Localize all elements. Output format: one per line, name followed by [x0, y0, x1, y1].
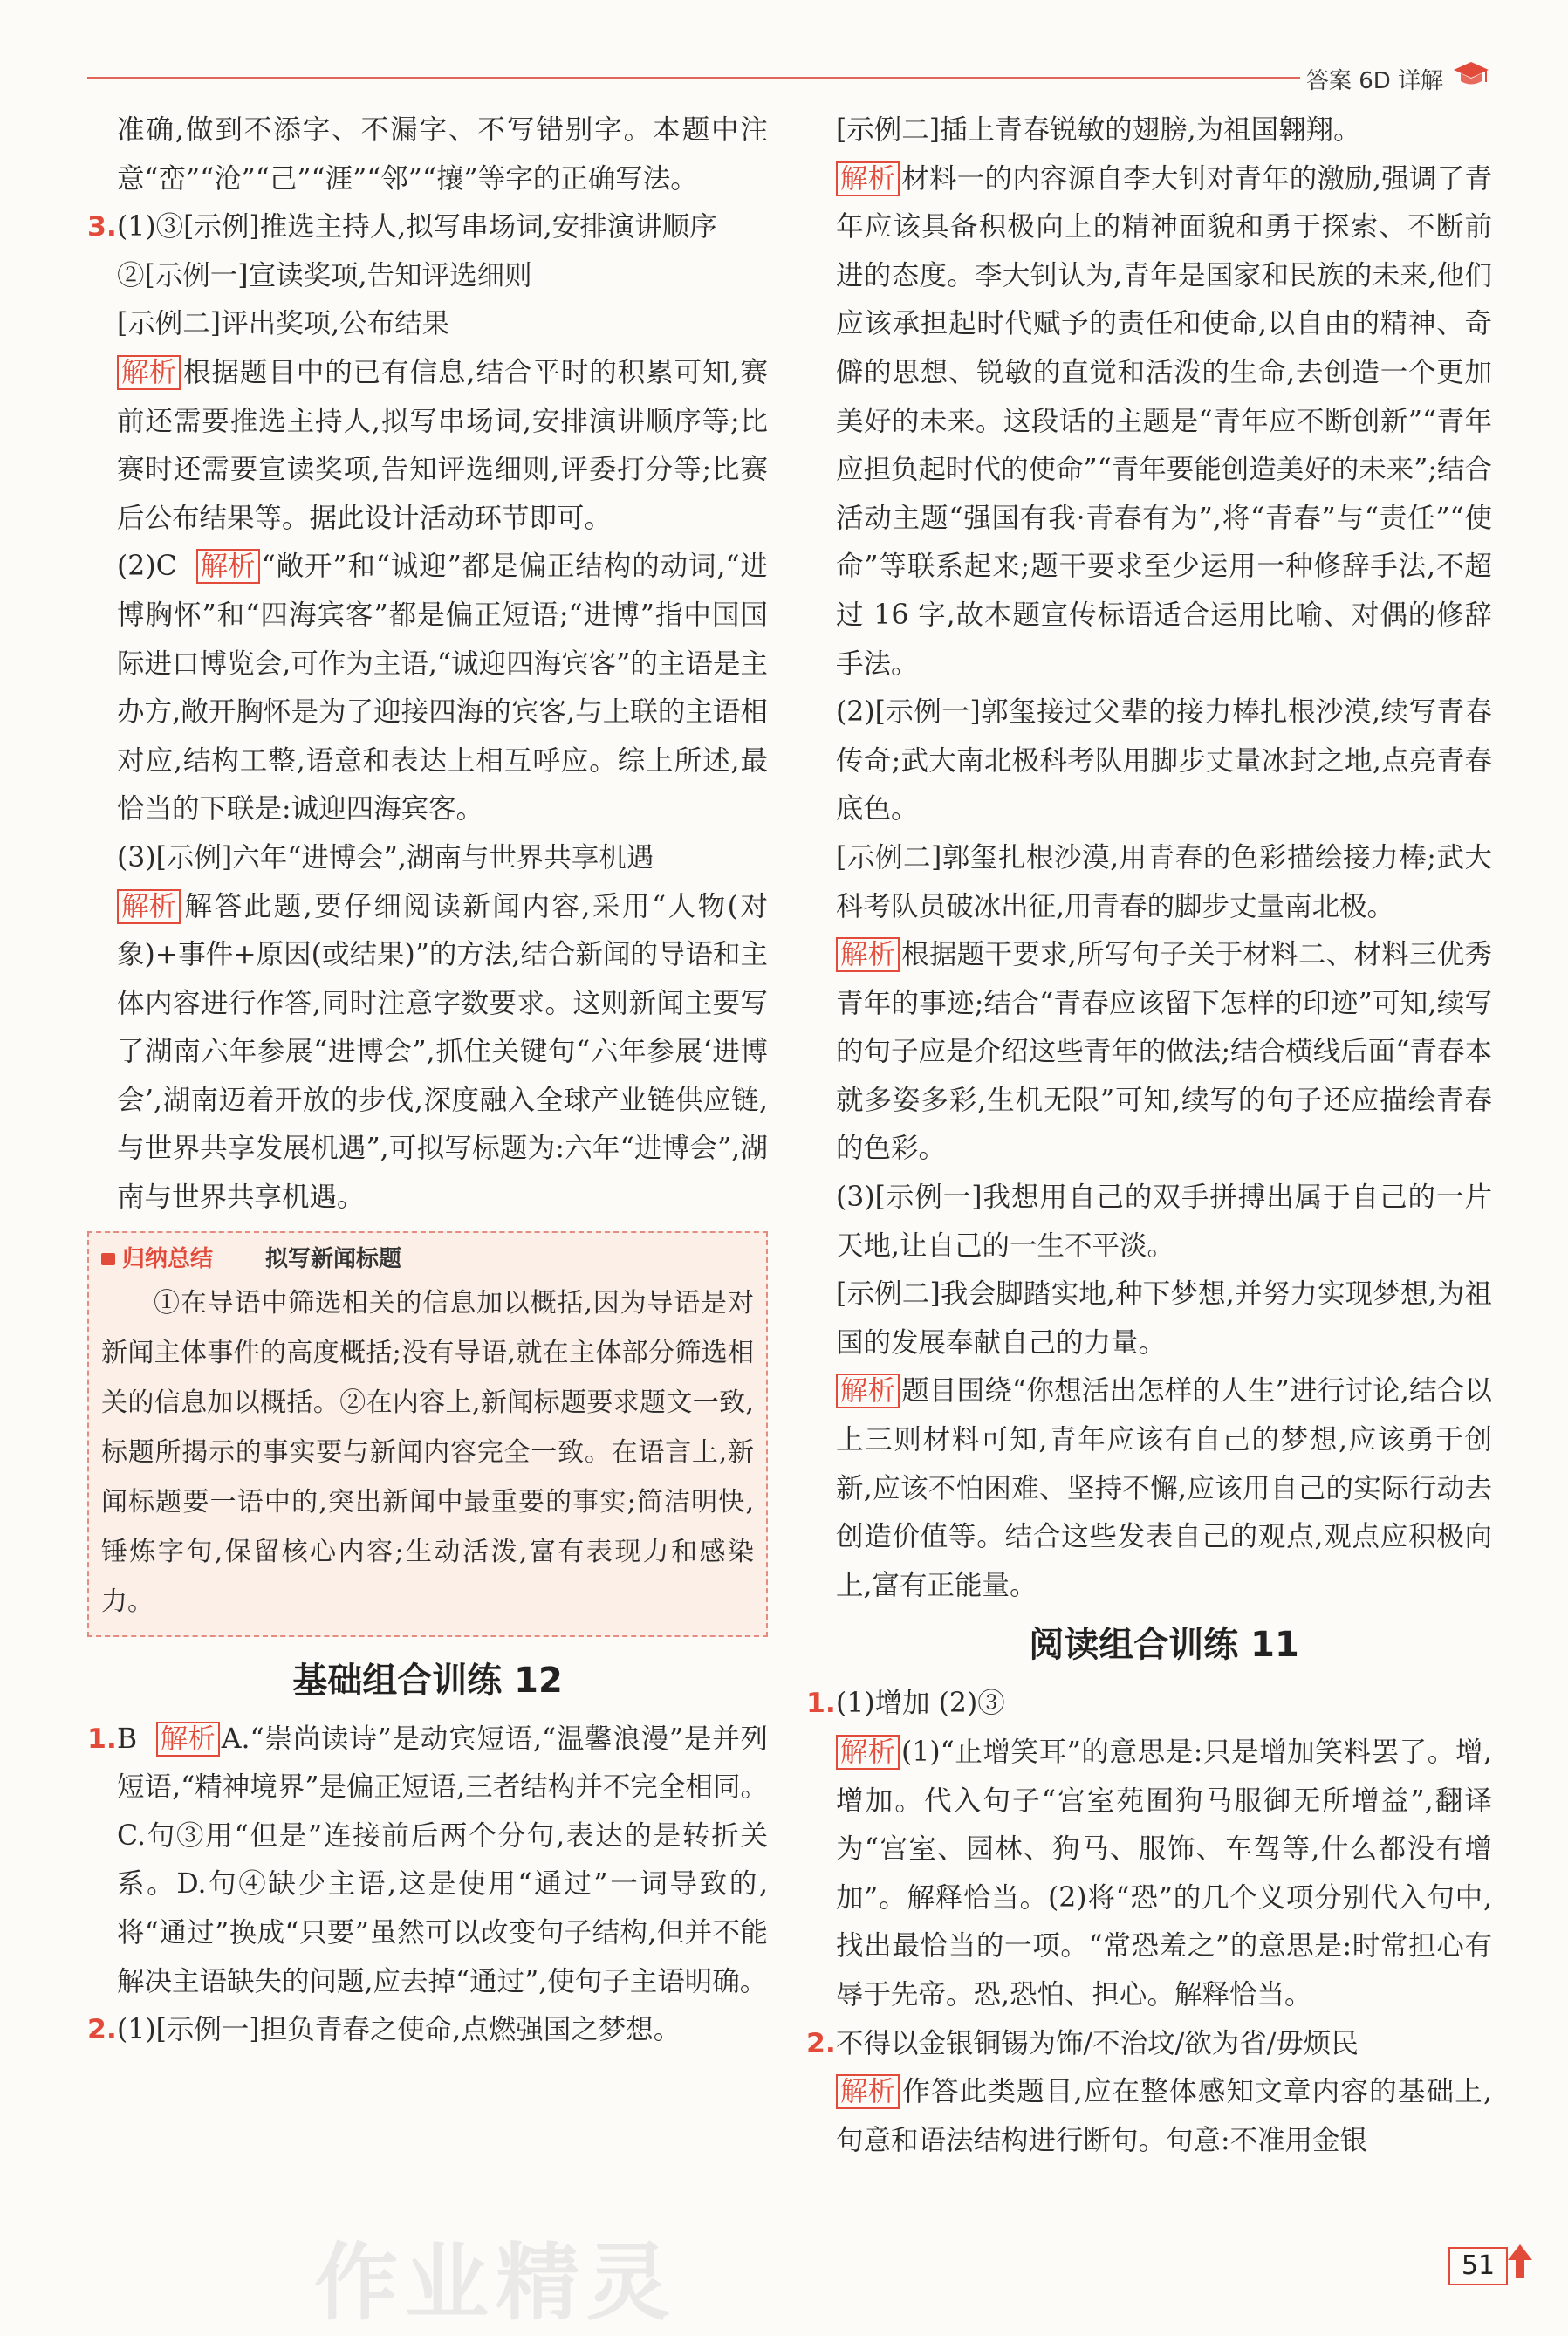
up-arrow-icon [1506, 2243, 1534, 2281]
header-rule [87, 77, 1300, 79]
question-number: 1. [806, 1688, 836, 1720]
summary-tag: 归纳总结 [101, 1240, 213, 1278]
summary-title: 拟写新闻标题 [265, 1245, 402, 1272]
question-3 [87, 203, 768, 1222]
question-number: 2. [806, 2027, 836, 2059]
answer-line: [示例二]插上青春锐敏的翅膀,为祖国翱翔。 [836, 114, 1361, 146]
analysis-tag: 解析 [836, 1374, 900, 1408]
analysis-tag: 解析 [836, 2074, 900, 2109]
page-number: 51 [1448, 2247, 1508, 2285]
analysis-paragraph: 解析 (1)“止增笑耳”的意思是:只是增加笑料罢了。增,增加。代入句子“宫室苑囿狗马服御无所增益”,翻译为“宫室、园林、狗马、服饰、车驾等,什么都没有增加”。解释恰当。(2)将“恐”的几个义项分别代入句中,找出最恰当的一项。“常恐羞之”的意思是:时常担心有辱于先帝。恐,恐怕、担心。解释恰当。 [836, 1737, 1492, 2011]
analysis-paragraph: 解析 材料一的内容源自李大钊对青年的激励,强调了青年应该具备积极向上的精神面貌和勇于探索、不断前进的态度。李大钊认为,青年是国家和民族的未来,他们应该承担起时代赋予的责任和使命,以自由的精神、奇僻的思想、锐敏的直觉和活泼的生命,去创造一个更加美好的未来。这段话的主题是“青年应不断创新”“青年应担负起时代的使命”“青年要能创造美好的未来”;结合活动主题“强国有我·青春有为”,将“青春”与“责任”“使命”等联系起来;题干要求至少运用一种修辞手法,不超过 16 字,故本题宣传标语适合运用比喻、对偶的修辞手法。 [836, 162, 1492, 680]
analysis-tag: 解析 [836, 937, 900, 972]
analysis-paragraph: 解析 根据题目中的已有信息,结合平时的积累可知,赛前还需要推选主持人,拟写串场词,安排演讲顺序等;比赛时还需要宣读奖项,告知评选细则,评委打分等;比赛后公布结果等。据此设计活动环节即可。 [117, 356, 768, 534]
analysis-tag: 解析 [117, 889, 181, 924]
left-column [87, 106, 768, 2055]
answer-line: (1)[示例一]担负青春之使命,点燃强国之梦想。 [117, 2014, 681, 2046]
intro-paragraph: 准确,做到不添字、不漏字、不写错别字。本题中注意“峦”“沧”“己”“涯”“邻”“攘”等字的正确写法。 [117, 114, 768, 195]
analysis-paragraph: B 解析 A.“崇尚读诗”是动宾短语,“温馨浪漫”是并列短语,“精神境界”是偏正短语,三者结构并不完全相同。C.句③用“但是”连接前后两个分句,表达的是转折关系。D.句④缺少主语,这是使用“通过”一词导致的,将“通过”换成“只要”虽然可以改变句子结构,但并不能解决主语缺失的问题,应去掉“通过”,使句子主语明确。 [117, 1723, 768, 1997]
answer-line: [示例二]我会脚踏实地,种下梦想,并努力实现梦想,为祖国的发展奉献自己的力量。 [836, 1278, 1492, 1359]
answer-line: ②[示例一]宣读奖项,告知评选细则 [117, 259, 532, 291]
analysis-paragraph: 解析 解答此题,要仔细阅读新闻内容,采用“人物(对象)+事件+原因(或结果)”的方法,结合新闻的导语和主体内容进行作答,同时注意字数要求。这则新闻主要写了湖南六年参展“进博会”,抓住关键句“六年参展‘进博会’,湖南迈着开放的步伐,深度融入全球产业链供应链,与世界共享发展机遇”,可拟写标题为:六年“进博会”,湖南与世界共享机遇。 [117, 890, 768, 1214]
graduation-cap-icon [1453, 59, 1489, 89]
header-title: 答案 6D 详解 [1306, 68, 1444, 94]
reading-question-2 [806, 2020, 1492, 2166]
analysis-tag: 解析 [117, 355, 181, 390]
question-number: 1. [87, 1723, 117, 1755]
analysis-tag: 解析 [836, 1735, 900, 1770]
answer-line: (3)[示例一]我想用自己的双手拼搏出属于自己的一片天地,让自己的一生不平淡。 [836, 1182, 1492, 1262]
question-1 [87, 1716, 768, 2007]
watermark: 作业精灵 [314, 2234, 677, 2332]
question-number: 3. [87, 211, 117, 243]
analysis-paragraph: 解析 作答此类题目,应在整体感知文章内容的基础上,句意和语法结构进行断句。句意:不准用金银 [836, 2076, 1492, 2156]
answer-line: (1)增加 (2)③ [836, 1688, 1005, 1720]
question-number: 2. [87, 2014, 117, 2046]
analysis-paragraph: 解析 根据题干要求,所写句子关于材料二、材料三优秀青年的事迹;结合“青春应该留下怎样的印迹”可知,续写的句子应是介绍这些青年的做法;结合横线后面“青春本就多姿多彩,生机无限”可知,续写的句子还应描绘青春的色彩。 [836, 939, 1492, 1165]
reading-question-1 [806, 1680, 1492, 2019]
answer-line: (2)[示例一]郭玺接过父辈的接力棒扎根沙漠,续写青春传奇;武大南北极科考队用脚步丈量冰封之地,点亮青春底色。 [836, 696, 1492, 825]
summary-body: ①在导语中筛选相关的信息加以概括,因为导语是对新闻主体事件的高度概括;没有导语,就在主体部分筛选相关的信息加以概括。②在内容上,新闻标题要求题文一致,标题所揭示的事实要与新闻内容完全一致。在语言上,新闻标题要一语中的,突出新闻中最重要的事实;简洁明快,锤炼字句,保留核心内容;生动活泼,富有表现力和感染力。 [101, 1287, 754, 1617]
section-title: 阅读组合训练 11 [1029, 1625, 1299, 1666]
answer-line: (3)[示例]六年“进博会”,湖南与世界共享机遇 [117, 841, 654, 873]
summary-box [87, 1231, 768, 1637]
question-2 [87, 2006, 768, 2055]
right-column [806, 106, 1492, 2165]
analysis-paragraph: (2)C 解析 “敞开”和“诚迎”都是偏正结构的动词,“进博胸怀”和“四海宾客”都是偏正短语;“进博”指中国国际进口博览会,可作为主语,“诚迎四海宾客”的主语是主办方,敞开胸怀是为了迎接四海的宾客,与上联的主语相对应,结构工整,语意和表达上相互呼应。综上所述,最恰当的下联是:诚迎四海宾客。 [117, 551, 768, 825]
analysis-tag: 解析 [836, 161, 900, 196]
answer-line: 不得以金银铜锡为饰/不治坟/欲为省/毋烦民 [836, 2027, 1359, 2059]
answer-line: (1)③[示例]推选主持人,拟写串场词,安排演讲顺序 [117, 211, 717, 243]
section-title: 基础组合训练 12 [292, 1660, 563, 1701]
analysis-tag: 解析 [196, 549, 260, 584]
answer-line: [示例二]评出奖项,公布结果 [117, 308, 450, 340]
answer-line: [示例二]郭玺扎根沙漠,用青春的色彩描绘接力棒;武大科考队员破冰出征,用青春的脚步丈量南北极。 [836, 841, 1492, 922]
analysis-tag: 解析 [156, 1722, 220, 1757]
analysis-paragraph: 解析 题目围绕“你想活出怎样的人生”进行讨论,结合以上三则材料可知,青年应该有自己的梦想,应该勇于创新,应该不怕困难、坚持不懈,应该用自己的实际行动去创造价值等。结合这些发表自己的观点,观点应积极向上,富有正能量。 [836, 1375, 1492, 1601]
